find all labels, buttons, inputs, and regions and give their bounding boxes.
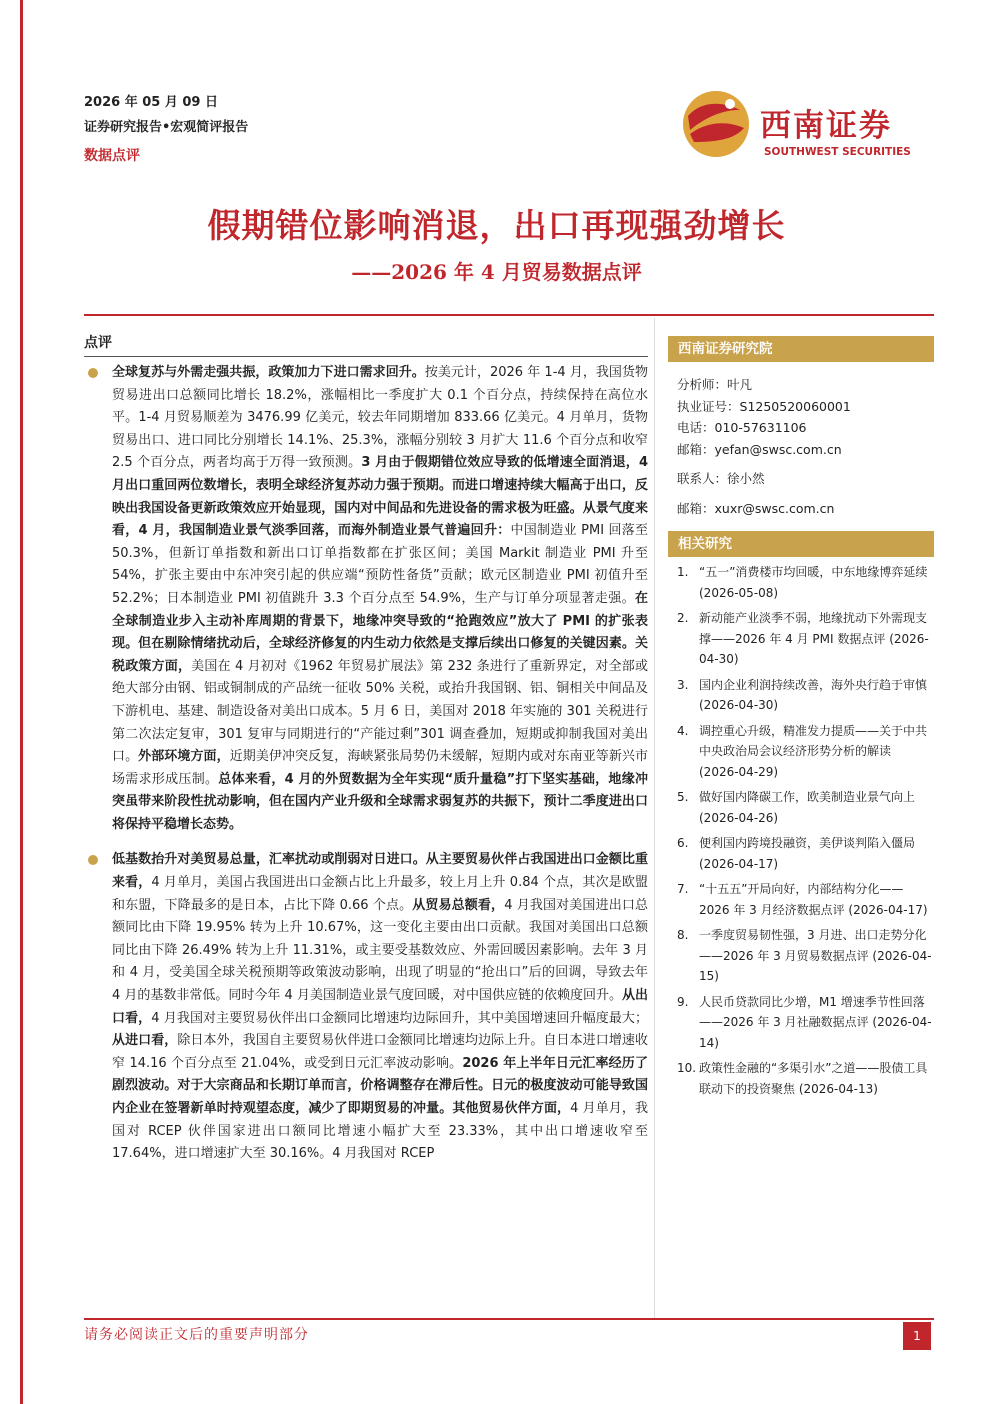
main-content (84, 362, 648, 1179)
contact-row: 分析师：叶凡 (677, 377, 753, 392)
bullet-icon (88, 855, 98, 865)
section-divider (84, 356, 648, 357)
contact-email[interactable]: 邮箱：yefan@swsc.com.cn (677, 441, 842, 457)
commentary-paragraph (84, 362, 648, 836)
related-research-item[interactable]: 2. 新动能产业淡季不弱，地缘扰动下外需现支撑——2026 年 4 月 PMI 数据点评 (2026-04-30) (677, 611, 929, 666)
report-kind: 数据点评 (84, 148, 140, 164)
related-research-item[interactable]: 1. “五一”消费楼市均回暖，中东地缘博弈延续 (2026-05-08) (677, 565, 928, 600)
paragraph-text: 全球复苏与外需走强共振，政策加力下进口需求回升。按美元计，2026 年 1-4 月，我国货物贸易进出口总额同比增长 18.2%，涨幅相比一季度扩大 0.1 个百分点，持续保持在高位水平。1-4 月贸易顺差为 3476.99 亿美元，较去年同期增加 833.66 亿美元。4 月单月，货物贸易出口、进口同比分别增长 14.1%、25.3%，涨幅分别较 3 月扩大 11.6 个百分点和收窄 2.5 个百分点，两者均高于万得一致预测。3 月由于假期错位效应导致的低增速全面消退，4 月出口重回两位数增长，表明全球经济复苏动力强于预期。而进口增速持续大幅高于出口，反映出我国设备更新政策效应开始显现，国内对中间品和先进设备的需求极为旺盛。从景气度来看，4 月，我国制造业景气淡季回落，而海外制造业景气普遍回升：中国制造业 PMI 回落至 50.3%，但新订单指数和新出口订单指数都在扩张区间；美国 Markit 制造业 PMI 升至 54%，扩张主要由中东冲突引起的供应端“预防性备货”贡献；欧元区制造业 PMI 初值升至 52.2%；日本制造业 PMI 初值跳升 3.3 个百分点至 54.9%，生产与订单分项显著走强。在全球制造业步入主动补库周期的背景下，地缘冲突导致的“抢跑效应”放大了 PMI 的扩张表现。但在剔除情绪扰动后，全球经济修复的内生动力依然是支撑后续出口修复的关键因素。关税政策方面，美国在 4 月初对《1962 年贸易扩展法》第 232 条进行了重新界定，对全部或绝大部分由钢、铝或铜制成的产品统一征收 50% 关税，或抬升我国钢、铝、铜相关中间品及下游机电、基建、制造设备对美出口成本。5 月 6 日，美国对 2018 年实施的 301 关税进行第二次法定复审，301 复审与同期进行的“产能过剩”301 调查叠加，短期或抑制我国对美出口。外部环境方面，近期美伊冲突反复，海峡紧张局势仍未缓解，短期内或对东南亚等新兴市场需求形成压制。总体来看，4 月的外贸数据为全年实现“质升量稳”打下坚实基础，地缘冲突虽带来阶段性扰动影响，但在国内产业升级和全球需求弱复苏的共振下，预计二季度进出口将保持平稳增长态势。 (112, 365, 649, 832)
footer-divider (84, 1318, 934, 1320)
related-research-item[interactable]: 5. 做好国内降碳工作，欧美制造业景气向上 (2026-04-26) (677, 790, 916, 825)
contact-row: 联系人：徐小然 (677, 471, 765, 486)
commentary-paragraph (84, 849, 648, 1165)
report-date: 2026 年 05 月 09 日 (84, 95, 218, 110)
paragraph-text: 低基数抬升对美贸易总量，汇率扰动或削弱对日进口。从主要贸易伙伴占我国进出口金额比重来看，4 月单月，美国占我国进出口金额占比上升最多，较上月上升 0.84 个点，其次是欧盟和东盟，下降最多的是日本，占比下降 0.66 个点。从贸易总额看，4 月我国对美国进出口总额同比由下降 19.95% 转为上升 10.67%，这一变化主要由出口贡献。我国对美国出口总额同比由下降 26.49% 转为上升 11.31%，或主要受基数效应、外需回暖因素影响。去年 3 月和 4 月，受美国全球关税预期等政策波动影响，出现了明显的“抢出口”后的回调，导致去年 4 月的基数非常低。同时今年 4 月美国制造业景气度回暖，对中国供应链的依赖度回升。从出口看，4 月我国对主要贸易伙伴出口金额同比增速均边际回升，其中美国增速回升幅度最大；从进口看，除日本外，我国自主要贸易伙伴进口金额同比增速均边际上升。自日本进口增速收窄 14.16 个百分点至 21.04%，或受到日元汇率波动影响。2026 年上半年日元汇率经历了剧烈波动。对于大宗商品和长期订单而言，价格调整存在滞后性。日元的极度波动可能导致国内企业在签署新单时持观望态度，减少了即期贸易的冲量。其他贸易伙伴方面，4 月单月，我国对 RCEP 伙伴国家进出口额同比增速小幅扩大至 23.33%，其中出口增速收窄至 17.64%，进口增速扩大至 30.16%。4 月我国对 RCEP (112, 852, 648, 1162)
bullet-icon (88, 368, 98, 378)
related-research-list (677, 562, 933, 1104)
contact-row: 电话：010-57631106 (677, 420, 807, 435)
related-research-item[interactable]: 4. 调控重心升级，精准发力提质——关于中共中央政治局会议经济形势分析的解读 (2026-04-29) (677, 723, 928, 779)
related-research-header: 相关研究 (668, 531, 934, 557)
contact-row: 执业证号：S1250520060001 (677, 398, 851, 414)
report-header (84, 90, 248, 169)
logo-english-name: SOUTHWEST SECURITIES (764, 146, 911, 158)
title-divider (84, 314, 934, 316)
company-logo (680, 88, 930, 164)
logo-name: 西南证券 (760, 108, 892, 144)
institute-header: 西南证券研究院 (668, 336, 934, 362)
logo-emblem-icon (680, 88, 752, 160)
section-label: 点评 (84, 335, 112, 351)
contact-email[interactable]: 邮箱：xuxr@swsc.com.cn (677, 500, 835, 516)
page-number: 1 (903, 1322, 931, 1350)
related-research-item[interactable]: 7. “十五五”开局向好，内部结构分化——2026 年 3 月经济数据点评 (2026-04-17) (677, 882, 928, 917)
report-subtitle: ——2026 年 4 月贸易数据点评 (351, 260, 642, 284)
contact-block (677, 374, 932, 519)
disclaimer-note: 请务必阅读正文后的重要声明部分 (84, 1327, 309, 1343)
report-title: 假期错位影响消退，出口再现强劲增长 (207, 206, 786, 245)
column-separator (654, 318, 655, 1318)
related-research-item[interactable]: 8. 一季度贸易韧性强，3 月进、出口走势分化——2026 年 3 月贸易数据点评 (2026-04-15) (677, 928, 932, 983)
related-research-item[interactable]: 6. 便利国内跨境投融资，美伊谈判陷入僵局 (2026-04-17) (677, 836, 916, 871)
related-research-item[interactable]: 3. 国内企业利润持续改善，海外央行趋于审慎 (2026-04-30) (677, 677, 928, 712)
related-research-item[interactable]: 10. 政策性金融的“多渠引水”之道——股债工具联动下的投资聚焦 (2026-04-13) (677, 1061, 928, 1096)
report-category: 证券研究报告•宏观简评报告 (84, 120, 249, 135)
related-research-item[interactable]: 9. 人民币贷款同比少增，M1 增速季节性回落——2026 年 3 月社融数据点评 (2026-04-14) (677, 994, 932, 1050)
